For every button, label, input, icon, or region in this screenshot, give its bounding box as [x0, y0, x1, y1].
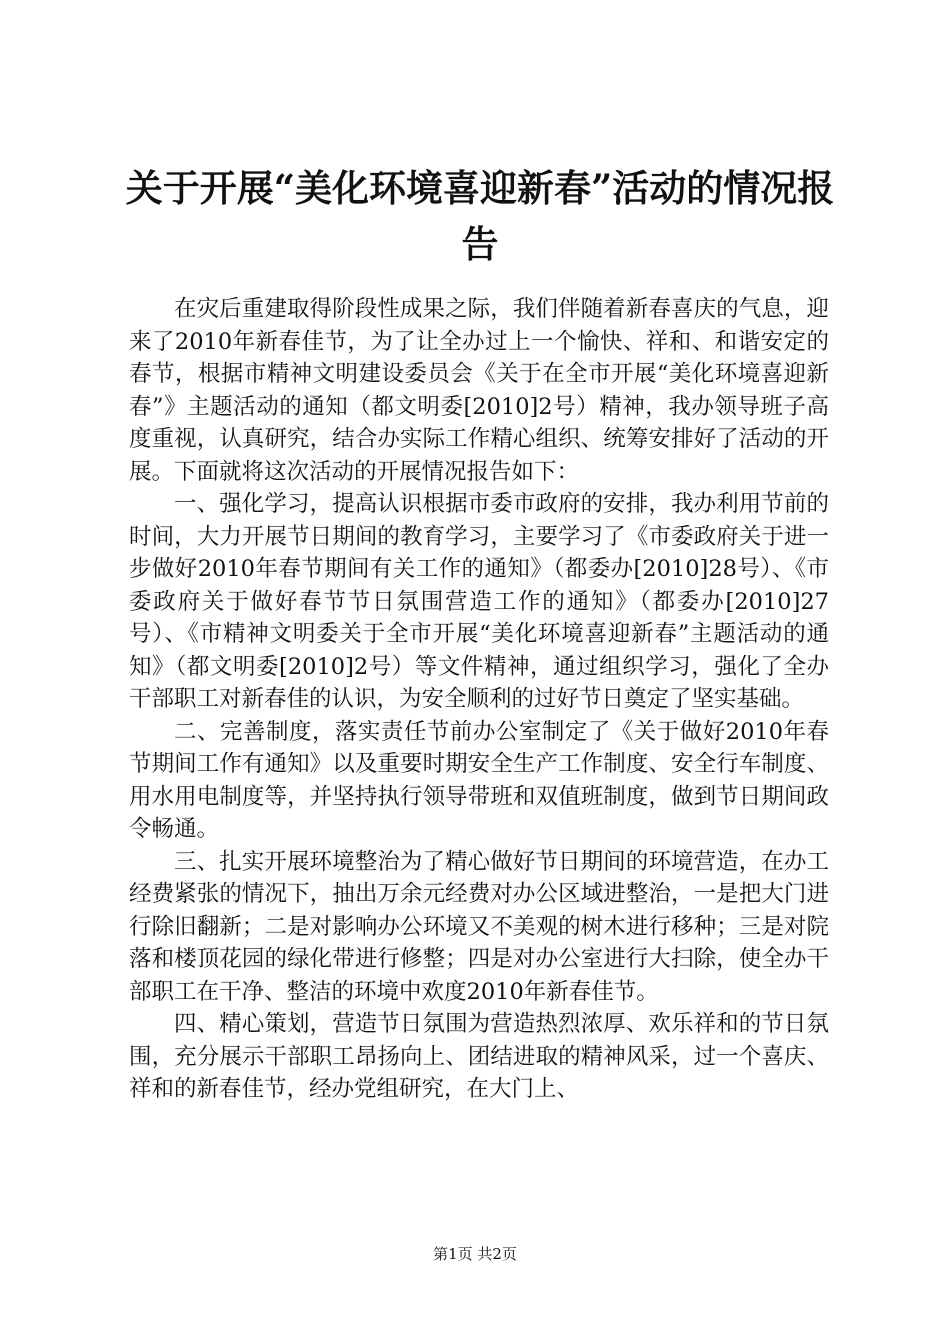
page-number-footer: 第1页 共2页: [433, 1245, 517, 1263]
paragraph-section-3: 三、扎实开展环境整治为了精心做好节日期间的环境营造，在办工经费紧张的情况下，抽出万余元经费对办公区域进整治，一是把大门进行除旧翻新；二是对影响办公环境又不美观的树木进行移种；三是对院落和楼顶花园的绿化带进行修整；四是对办公室进行大扫除，使全办干部职工在干净、整洁的环境中欢度2010年新春佳节。: [129, 848, 829, 1005]
paragraph-intro: 在灾后重建取得阶段性成果之际，我们伴随着新春喜庆的气息，迎来了2010年新春佳节，为了让全办过上一个愉快、祥和、和谐安定的春节，根据市精神文明建设委员会《关于在全市开展“美化环境喜迎新春”》主题活动的通知（都文明委[2010]2号）精神，我办领导班子高度重视，认真研究，结合办实际工作精心组织、统筹安排好了活动的开展。下面就将这次活动的开展情况报告如下：: [129, 296, 829, 485]
paragraph-section-4: 四、精心策划，营造节日氛围为营造热烈浓厚、欢乐祥和的节日氛围，充分展示干部职工昂扬向上、团结进取的精神风采，过一个喜庆、祥和的新春佳节，经办党组研究，在大门上、: [129, 1011, 829, 1102]
document-body: [129, 293, 829, 1106]
paragraph-section-1: 一、强化学习，提高认识根据市委市政府的安排，我办利用节前的时间，大力开展节日期间的教育学习，主要学习了《市委政府关于进一步做好2010年春节期间有关工作的通知》（都委办[2010]28号）、《市委政府关于做好春节节日氛围营造工作的通知》（都委办[2010]27号）、《市精神文明委关于全市开展“美化环境喜迎新春”主题活动的通知》（都文明委[2010]2号）等文件精神，通过组织学习，强化了全办干部职工对新春佳的认识，为安全顺利的过好节日奠定了坚实基础。: [129, 491, 829, 712]
document-title: 关于开展“美化环境喜迎新春”活动的情况报告: [125, 166, 835, 266]
paragraph-section-2: 二、完善制度，落实责任节前办公室制定了《关于做好2010年春节期间工作有通知》以及重要时期安全生产工作制度、安全行车制度、用水用电制度等，并坚持执行领导带班和双值班制度，做到节日期间政令畅通。: [129, 718, 829, 842]
